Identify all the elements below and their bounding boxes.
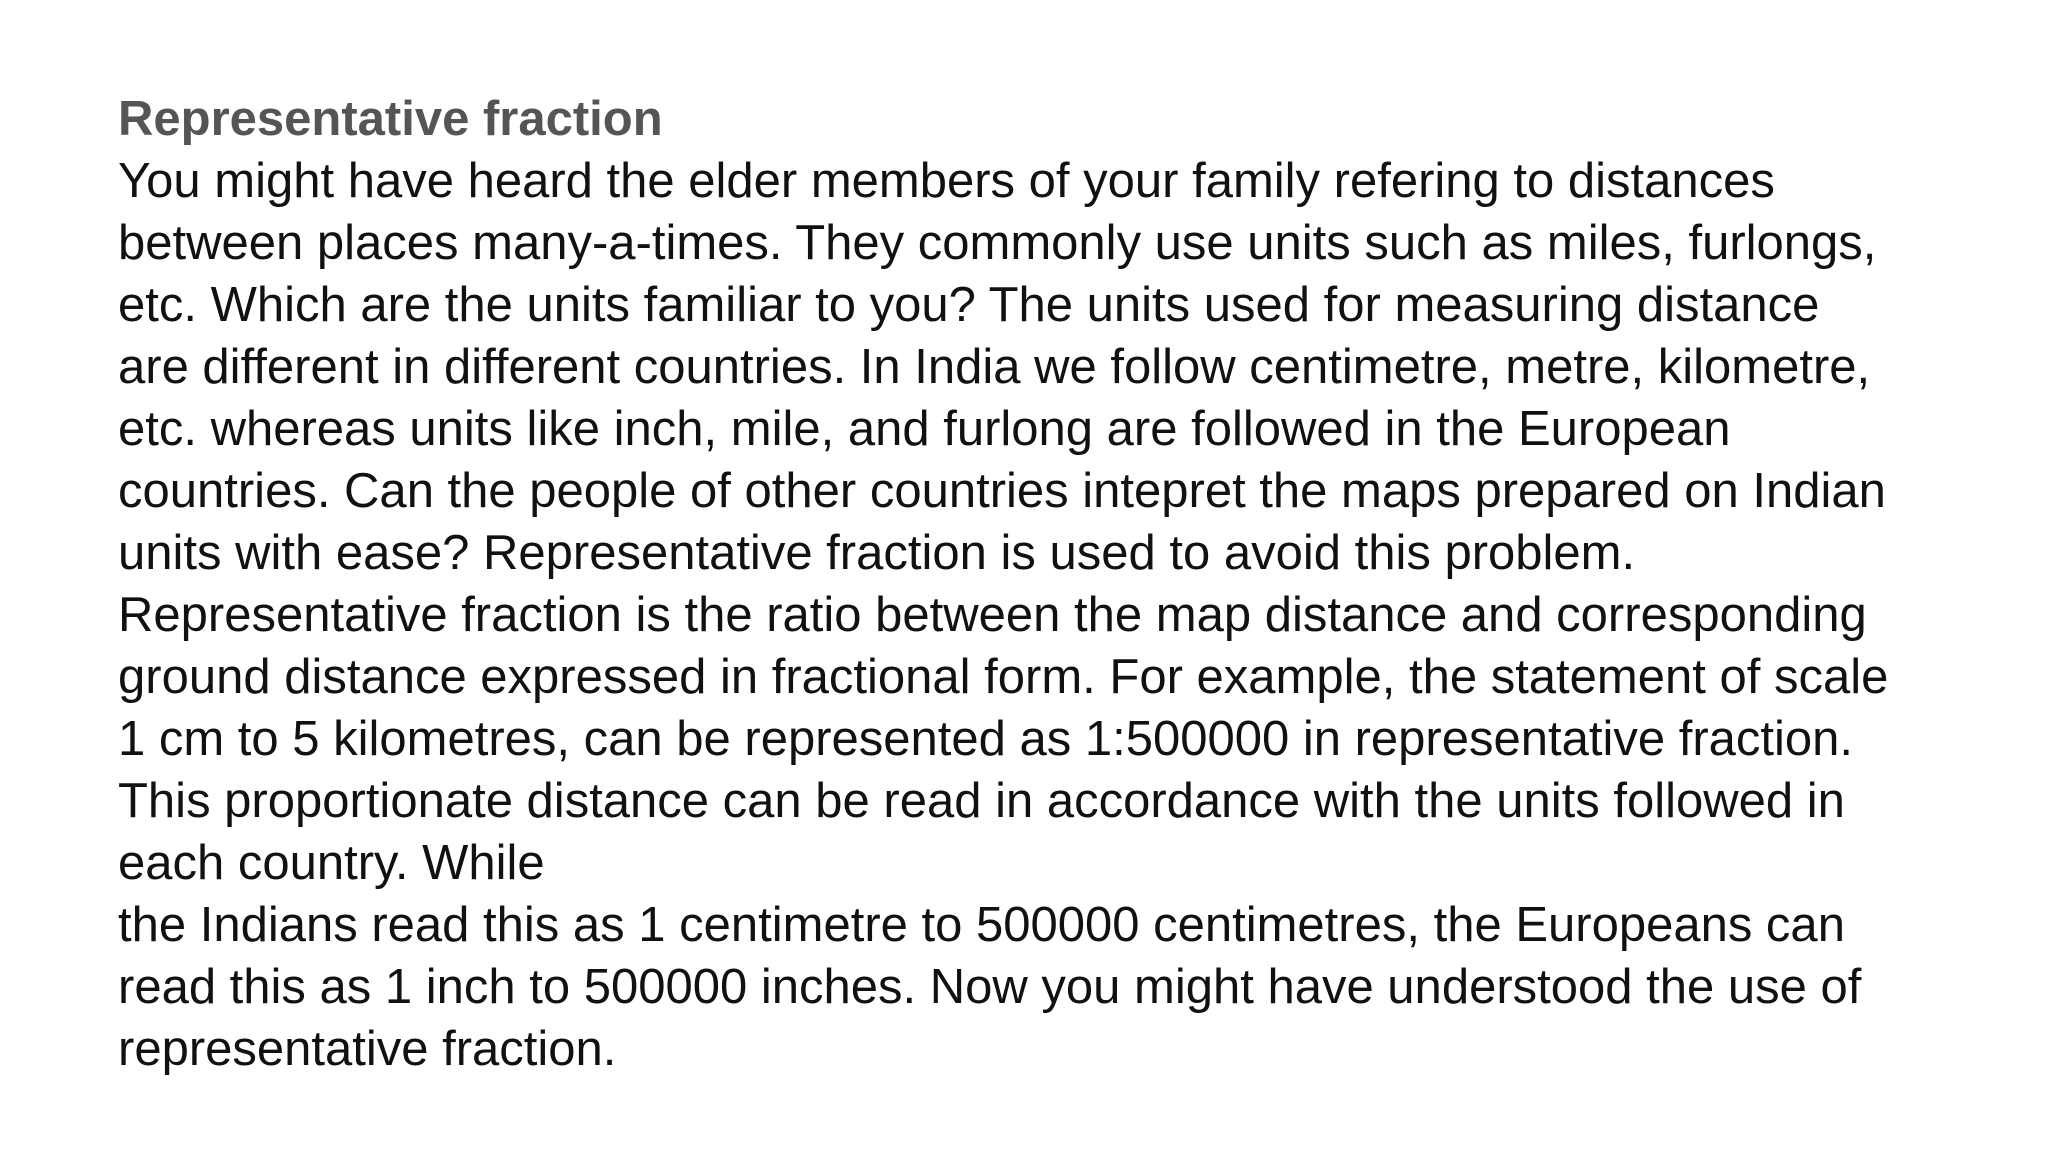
- text-line: countries. Can the people of other countries intepret the maps prepared on Indian: [118, 464, 1886, 518]
- text-line: are different in different countries. In India we follow centimetre, metre, kilometre,: [118, 340, 1871, 394]
- heading: Representative fraction: [118, 92, 663, 146]
- text-line: ground distance expressed in fractional form. For example, the statement of scale: [118, 650, 1889, 704]
- text-line: etc. whereas units like inch, mile, and furlong are followed in the European: [118, 402, 1731, 456]
- text-block: [118, 88, 1998, 1080]
- body-text: [118, 150, 1998, 1080]
- text-line: This proportionate distance can be read in accordance with the units followed in: [118, 774, 1845, 828]
- text-line: each country. While: [118, 836, 545, 890]
- text-line: read this as 1 inch to 500000 inches. Now you might have understood the use of: [118, 960, 1862, 1014]
- text-line: 1 cm to 5 kilometres, can be represented as 1:500000 in representative fraction.: [118, 712, 1854, 766]
- text-line: the Indians read this as 1 centimetre to 500000 centimetres, the Europeans can: [118, 898, 1845, 952]
- text-line: between places many-a-times. They commonly use units such as miles, furlongs,: [118, 216, 1877, 270]
- text-line: units with ease? Representative fraction is used to avoid this problem.: [118, 526, 1636, 580]
- text-line: You might have heard the elder members of your family refering to distances: [118, 154, 1775, 208]
- text-line: representative fraction.: [118, 1022, 617, 1076]
- text-line: etc. Which are the units familiar to you? The units used for measuring distance: [118, 278, 1820, 332]
- text-line: Representative fraction is the ratio between the map distance and corresponding: [118, 588, 1867, 642]
